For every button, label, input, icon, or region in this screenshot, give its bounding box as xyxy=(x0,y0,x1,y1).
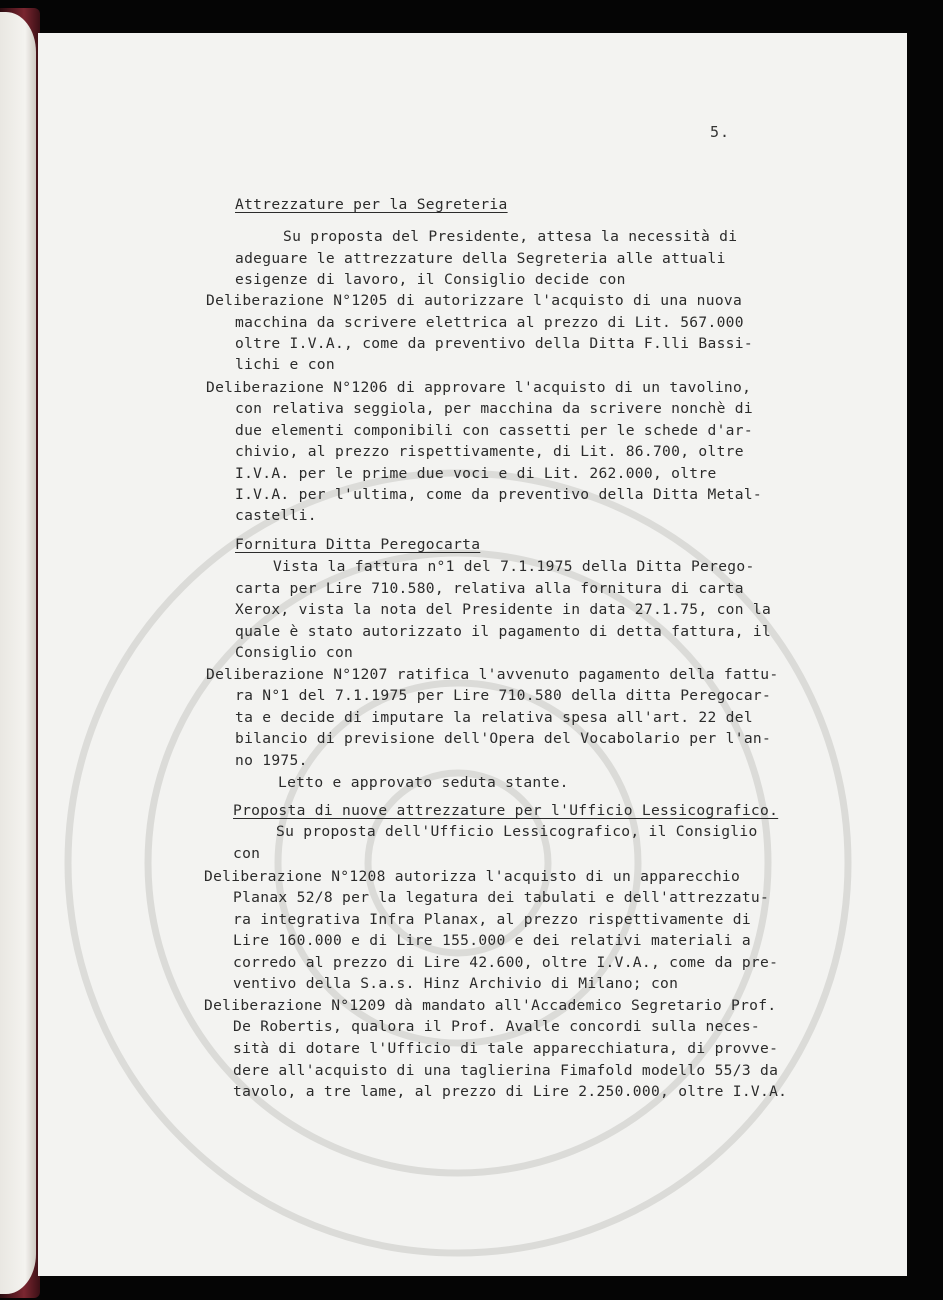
text-line: Deliberazione N°1205 di autorizzare l'acquisto di una nuova xyxy=(206,292,743,309)
text-line: Consiglio con xyxy=(235,644,354,661)
facing-page-edge xyxy=(0,12,36,1294)
text-line: Planax 52/8 per la legatura dei tabulati e dell'attrezzatu- xyxy=(233,889,770,906)
text-line: chivio, al prezzo rispettivamente, di Lit. 86.700, oltre xyxy=(235,443,744,460)
text-line: oltre I.V.A., come da preventivo della Ditta F.lli Bassi- xyxy=(235,335,753,352)
section-heading: Proposta di nuove attrezzature per l'Ufficio Lessicografico. xyxy=(233,802,779,819)
text-line: due elementi componibili con cassetti per le schede d'ar- xyxy=(235,422,753,439)
text-line: Lire 160.000 e di Lire 155.000 e dei relativi materiali a xyxy=(233,932,751,949)
text-line: lichi e con xyxy=(235,356,335,373)
text-line: macchina da scrivere elettrica al prezzo di Lit. 567.000 xyxy=(235,314,744,331)
text-line: Su proposta del Presidente, attesa la necessità di xyxy=(283,228,738,245)
text-line: I.V.A. per l'ultima, come da preventivo della Ditta Metal- xyxy=(235,486,762,503)
text-line: ra N°1 del 7.1.1975 per Lire 710.580 della ditta Peregocar- xyxy=(235,687,772,704)
text-line: bilancio di previsione dell'Opera del Vocabolario per l'an- xyxy=(235,730,772,747)
page-number: 5. xyxy=(710,123,731,141)
text-line: esigenze di lavoro, il Consiglio decide con xyxy=(235,271,626,288)
text-line: Letto e approvato seduta stante. xyxy=(278,774,569,791)
text-line: dere all'acquisto di una taglierina Fimafold modello 55/3 da xyxy=(233,1062,779,1079)
text-line: quale è stato autorizzato il pagamento di detta fattura, il xyxy=(235,623,772,640)
text-line: carta per Lire 710.580, relativa alla fornitura di carta xyxy=(235,580,744,597)
text-line: con xyxy=(233,845,261,862)
text-line: Deliberazione N°1207 ratifica l'avvenuto pagamento della fattu- xyxy=(206,666,779,683)
text-line: adeguare le attrezzature della Segreteria alle attuali xyxy=(235,250,726,267)
text-line: corredo al prezzo di Lire 42.600, oltre I.V.A., come da pre- xyxy=(233,954,779,971)
document-text xyxy=(38,33,907,1276)
text-line: Su proposta dell'Ufficio Lessicografico, il Consiglio xyxy=(276,823,758,840)
text-line: Deliberazione N°1209 dà mandato all'Accademico Segretario Prof. xyxy=(204,997,777,1014)
text-line: De Robertis, qualora il Prof. Avalle concordi sulla neces- xyxy=(233,1018,760,1035)
text-line: ventivo della S.a.s. Hinz Archivio di Milano; con xyxy=(233,975,679,992)
text-line: Deliberazione N°1208 autorizza l'acquisto di un apparecchio xyxy=(204,868,741,885)
text-line: Deliberazione N°1206 di approvare l'acquisto di un tavolino, xyxy=(206,379,752,396)
text-line: ta e decide di imputare la relativa spesa all'art. 22 del xyxy=(235,709,753,726)
section-heading: Fornitura Ditta Peregocarta xyxy=(235,536,481,553)
text-line: I.V.A. per le prime due voci e di Lit. 262.000, oltre xyxy=(235,465,717,482)
section-heading: Attrezzature per la Segreteria xyxy=(235,196,508,213)
text-line: ra integrativa Infra Planax, al prezzo rispettivamente di xyxy=(233,911,751,928)
text-line: no 1975. xyxy=(235,752,308,769)
text-line: castelli. xyxy=(235,507,317,524)
text-line: tavolo, a tre lame, al prezzo di Lire 2.250.000, oltre I.V.A. xyxy=(233,1083,788,1100)
document-page xyxy=(38,33,907,1276)
text-line: Vista la fattura n°1 del 7.1.1975 della Ditta Perego- xyxy=(273,558,755,575)
text-line: sità di dotare l'Ufficio di tale apparecchiatura, di provve- xyxy=(233,1040,779,1057)
text-line: con relativa seggiola, per macchina da scrivere nonchè di xyxy=(235,400,753,417)
text-line: Xerox, vista la nota del Presidente in data 27.1.75, con la xyxy=(235,601,772,618)
